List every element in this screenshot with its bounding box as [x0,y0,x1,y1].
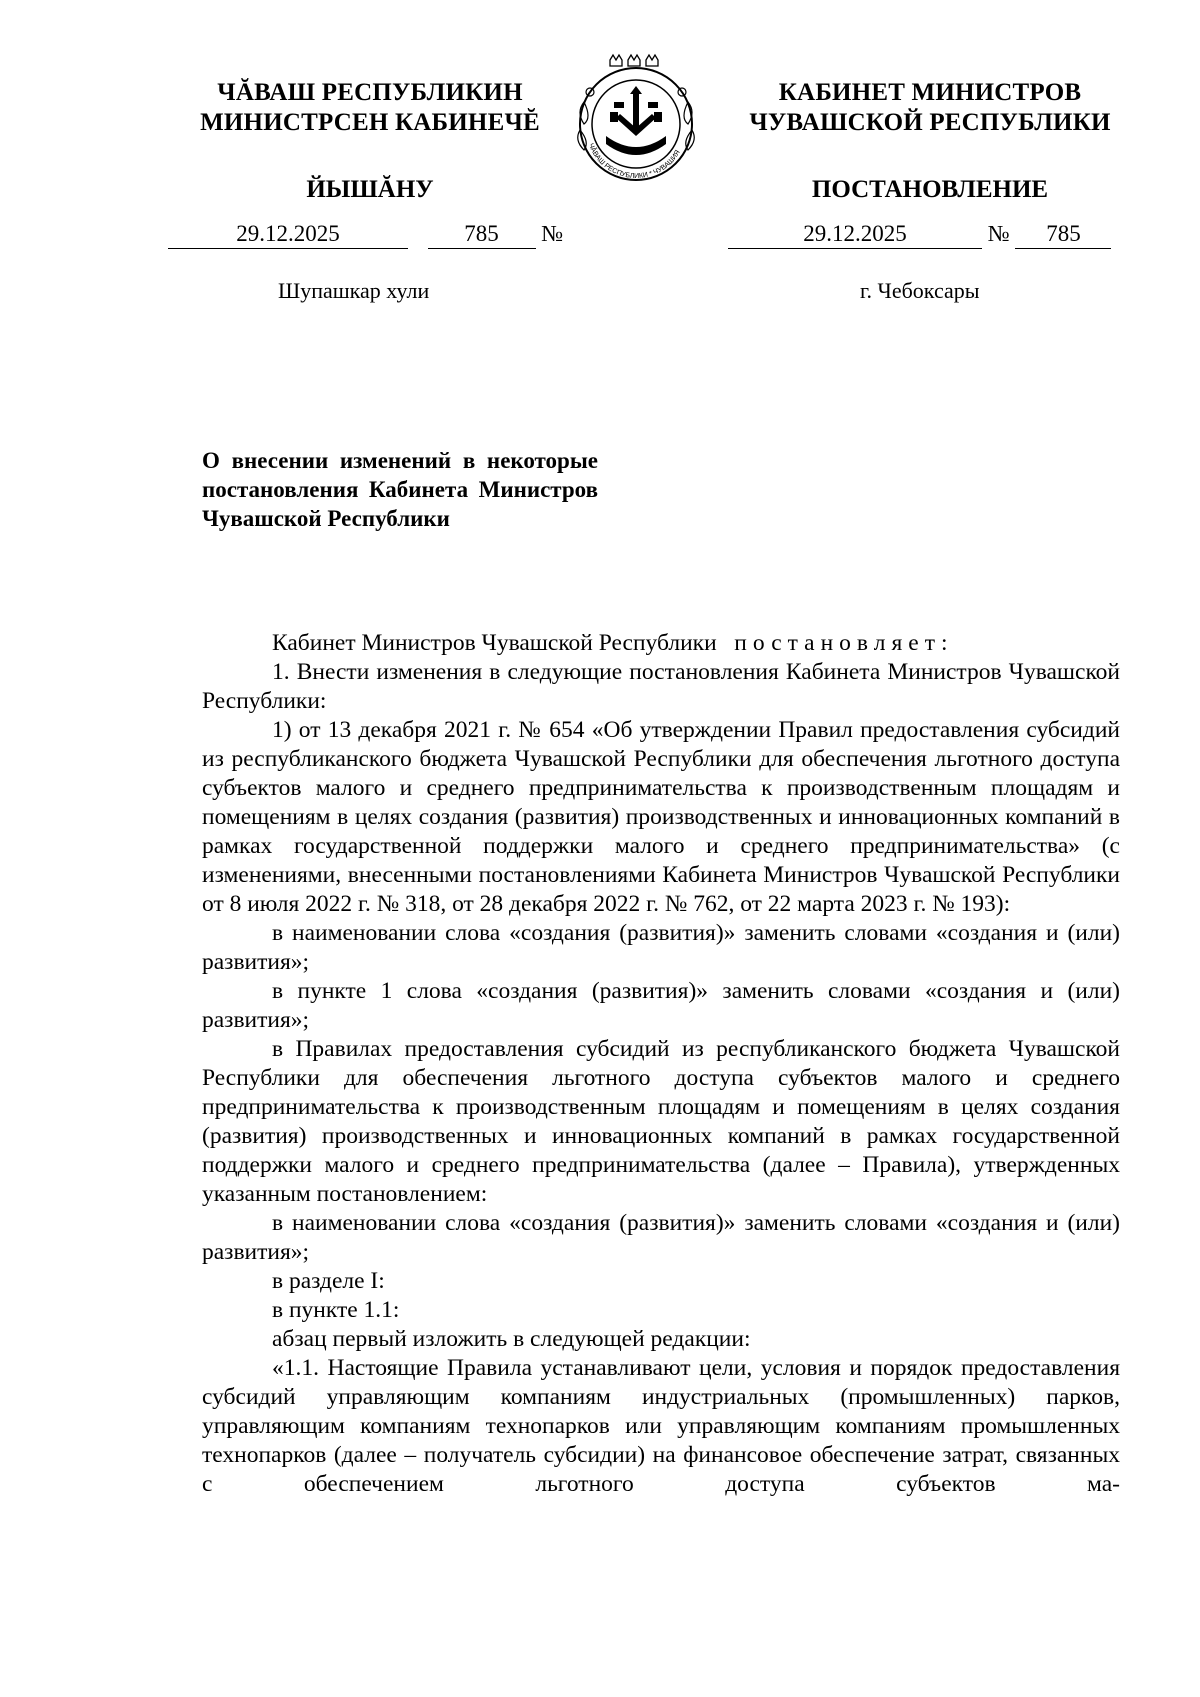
header-left-line2: МИНИСТРСЕН КАБИНЕЧĔ [200,109,540,136]
body-paragraph: в разделе I: [272,1268,385,1294]
date-number-right [728,220,1111,249]
document-body [202,629,1120,1499]
body-paragraph: в наименовании слова «создания (развития)» заменить словами «создания и (или) развития»; [202,1210,1120,1265]
number-left: 785 [428,220,536,249]
body-paragraph: «1.1. Настоящие Правила устанавливают цели, условия и порядок предоставления субсидий управляющим компаниям индустриальных (промышленных) парков, управляющим компаниям технопарков или управляющим компаниям промышленных технопарков (далее – получатель субсидии) на финансовое обеспечение затрат, связанных с обеспечением льготного доступа субъектов ма- [202,1355,1120,1497]
emblem-ring-text: ЧĂВАШ РЕСПУБЛИКИ * ЧУВАШИЯ [586,142,682,181]
header-right-russian [720,78,1140,205]
chuvash-coat-of-arms-icon [566,52,706,187]
header-right-line1: КАБИНЕТ МИНИСТРОВ [778,79,1082,106]
header-left-doc-type: ЙЫШĂНУ [306,176,434,203]
number-sign-left: № [541,221,564,246]
city-left: Шупашкар хули [278,278,430,303]
body-paragraph: в пункте 1 слова «создания (развития)» заменить словами «создания и (или) развития»; [202,978,1120,1033]
intro-text: Кабинет Министров Чувашской Республики [272,630,717,656]
intro-decree: постановляет: [734,630,954,656]
body-paragraph: 1. Внести изменения в следующие постановления Кабинета Министров Чувашской Республики: [202,659,1120,714]
body-paragraph: 1) от 13 декабря 2021 г. № 654 «Об утверждении Правил предоставления субсидий из республиканского бюджета Чувашской Республики для обеспечения льготного доступа субъектов малого и среднего предпринимательства к производственным площадям и помещениям в целях создания (развития) производственных и инновационных компаний в рамках государственной поддержки малого и среднего предпринимательства» (с изменениями, внесенными постановлениями Кабинета Министров Чувашской Республики от 8 июля 2022 г. № 318, от 28 декабря 2022 г. № 762, от 22 марта 2023 г. № 193): [202,717,1120,917]
body-paragraph: в пункте 1.1: [272,1297,400,1323]
date-number-left [168,220,563,249]
date-left: 29.12.2025 [168,220,408,249]
body-paragraph: абзац первый изложить в следующей редакции: [272,1326,751,1352]
header-right-line2: ЧУВАШСКОЙ РЕСПУБЛИКИ [749,109,1111,136]
header-left-chuvash [160,78,580,205]
header-right-doc-type: ПОСТАНОВЛЕНИЕ [811,176,1049,203]
city-right: г. Чебоксары [860,278,980,303]
date-right: 29.12.2025 [728,220,982,249]
header-left-line1: ЧĂВАШ РЕСПУБЛИКИН [217,79,523,106]
number-sign-right: № [987,221,1010,246]
number-right: 785 [1015,220,1111,249]
intro-paragraph [202,629,1120,658]
body-paragraph: в наименовании слова «создания (развития)» заменить словами «создания и (или) развития»; [202,920,1120,975]
body-paragraph: в Правилах предоставления субсидий из республиканского бюджета Чувашской Республики для обеспечения льготного доступа субъектов малого и среднего предпринимательства к производственным площадям и помещениям в целях создания (развития) производственных и инновационных компаний в рамках государственной поддержки малого и среднего предпринимательства (далее – Правила), утвержденных указанным постановлением: [202,1036,1120,1207]
document-subject: О внесении изменений в некоторые постановления Кабинета Министров Чувашской Республики [202,448,598,531]
